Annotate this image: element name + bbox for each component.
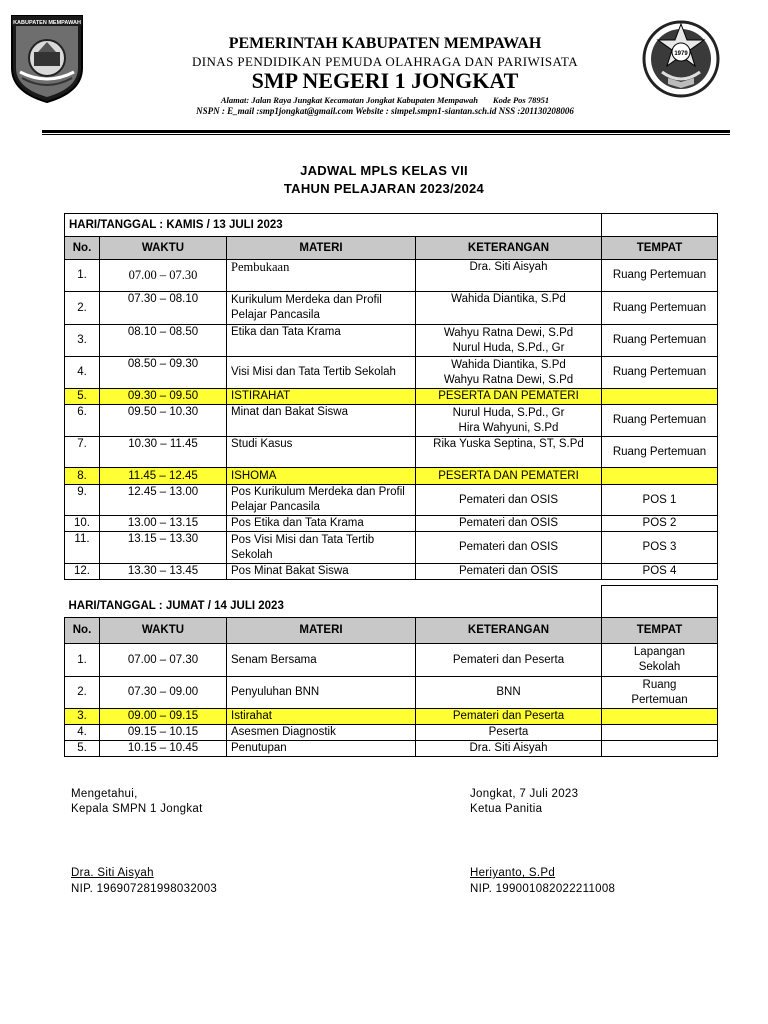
cell-waktu: 09.50 – 10.30 (100, 405, 227, 437)
cell-waktu: 10.15 – 10.45 (100, 741, 227, 757)
col-keterangan: KETERANGAN (416, 618, 602, 644)
cell-materi: Pos Visi Misi dan Tata Tertib Sekolah (227, 532, 416, 564)
table-row (65, 516, 718, 532)
sig-right-position: Ketua Panitia (470, 803, 543, 815)
cell-waktu: 07.00 – 07.30 (100, 644, 227, 677)
column-header-row (65, 237, 718, 260)
cell-keterangan: Wahida Diantika, S.Pd (416, 292, 602, 325)
cell-keterangan: Pemateri dan Peserta (416, 709, 602, 725)
col-tempat: TEMPAT (602, 618, 718, 644)
cell-keterangan: PESERTA DAN PEMATERI (416, 389, 602, 405)
table-row (65, 485, 718, 516)
letterhead-address (40, 95, 730, 105)
sig-left-nip: NIP. 196907281998032003 (71, 883, 218, 895)
cell-no: 5. (65, 741, 100, 757)
table-row-break (65, 709, 718, 725)
regency-logo-icon (6, 12, 88, 104)
cell-waktu: 09.30 – 09.50 (100, 389, 227, 405)
day-header-empty (602, 214, 718, 237)
sig-left-acknowledged: Mengetahui, (71, 788, 138, 800)
cell-materi: Istirahat (227, 709, 416, 725)
cell-waktu: 13.30 – 13.45 (100, 564, 227, 580)
cell-no: 2. (65, 292, 100, 325)
cell-keterangan: Pemateri dan OSIS (416, 532, 602, 564)
sig-right-name: Heriyanto, S.Pd (470, 867, 556, 879)
sig-right-nip: NIP. 199001082022211008 (470, 883, 616, 895)
cell-tempat (602, 468, 718, 485)
cell-waktu: 09.00 – 09.15 (100, 709, 227, 725)
postal-code: Kode Pos 78951 (492, 95, 550, 105)
cell-waktu: 07.30 – 09.00 (100, 677, 227, 709)
cell-waktu: 07.30 – 08.10 (100, 292, 227, 325)
cell-tempat (602, 741, 718, 757)
cell-materi: Pos Minat Bakat Siswa (227, 564, 416, 580)
day-header-empty (602, 586, 718, 618)
cell-no: 10. (65, 516, 100, 532)
table-row (65, 564, 718, 580)
cell-keterangan: Pemateri dan Peserta (416, 644, 602, 677)
cell-materi: ISTIRAHAT (227, 389, 416, 405)
cell-waktu: 13.00 – 13.15 (100, 516, 227, 532)
cell-no: 9. (65, 485, 100, 516)
cell-materi: Penyuluhan BNN (227, 677, 416, 709)
sig-right-place-date: Jongkat, 7 Juli 2023 (470, 788, 579, 800)
table-row (65, 677, 718, 709)
table-row (65, 357, 718, 389)
col-tempat: TEMPAT (602, 237, 718, 260)
school-logo-icon (642, 16, 720, 102)
schedule-table-day2 (64, 585, 718, 757)
cell-keterangan: Rika Yuska Septina, ST, S.Pd (416, 437, 602, 468)
cell-keterangan: Peserta (416, 725, 602, 741)
document-subtitle: TAHUN PELAJARAN 2023/2024 (283, 181, 485, 196)
cell-keterangan: BNN (416, 677, 602, 709)
logo-left-text: KABUPATEN MEMPAWAH (13, 20, 81, 26)
cell-no: 3. (65, 709, 100, 725)
table-row (65, 260, 718, 292)
cell-tempat: POS 1 (602, 485, 718, 516)
cell-tempat: Ruang Pertemuan (602, 437, 718, 468)
col-materi: MATERI (227, 237, 416, 260)
cell-keterangan: Pemateri dan OSIS (416, 516, 602, 532)
cell-keterangan: Nurul Huda, S.Pd., Gr Hira Wahyuni, S.Pd (416, 405, 602, 437)
cell-keterangan: Pemateri dan OSIS (416, 485, 602, 516)
cell-keterangan: Dra. Siti Aisyah (416, 741, 602, 757)
cell-tempat: POS 4 (602, 564, 718, 580)
cell-tempat: Lapangan Sekolah (602, 644, 718, 677)
cell-materi: Senam Bersama (227, 644, 416, 677)
sig-left-name: Dra. Siti Aisyah (71, 867, 154, 879)
cell-no: 1. (65, 260, 100, 292)
day-header-row (65, 586, 718, 618)
cell-waktu: 13.15 – 13.30 (100, 532, 227, 564)
cell-tempat: Ruang Pertemuan (602, 405, 718, 437)
cell-no: 1. (65, 644, 100, 677)
letterhead-government: PEMERINTAH KABUPATEN MEMPAWAH (228, 35, 542, 52)
cell-keterangan: Wahida Diantika, S.Pd Wahyu Ratna Dewi, S.Pd (416, 357, 602, 389)
letterhead-rule-thin (42, 134, 730, 135)
document-title: JADWAL MPLS KELAS VII (300, 163, 468, 178)
cell-waktu: 08.50 – 09.30 (100, 357, 227, 389)
cell-tempat (602, 389, 718, 405)
cell-keterangan: Pemateri dan OSIS (416, 564, 602, 580)
letterhead-contact: NSPN : E_mail :smp1jongkat@gmail.com Website : simpel.smpn1-siantan.sch.id NSS :201130208006 (196, 106, 574, 116)
table-row (65, 405, 718, 437)
cell-tempat: Ruang Pertemuan (602, 292, 718, 325)
col-keterangan: KETERANGAN (416, 237, 602, 260)
cell-tempat: POS 3 (602, 532, 718, 564)
cell-no: 8. (65, 468, 100, 485)
cell-materi: Kurikulum Merdeka dan Profil Pelajar Pancasila (227, 292, 416, 325)
cell-tempat: POS 2 (602, 516, 718, 532)
cell-no: 2. (65, 677, 100, 709)
cell-waktu: 11.45 – 12.45 (100, 468, 227, 485)
cell-no: 3. (65, 325, 100, 357)
col-no: No. (65, 237, 100, 260)
cell-tempat (602, 725, 718, 741)
cell-no: 11. (65, 532, 100, 564)
letterhead-rule (42, 130, 730, 133)
col-no: No. (65, 618, 100, 644)
day-label: HARI/TANGGAL : KAMIS / 13 JULI 2023 (65, 214, 602, 237)
cell-no: 4. (65, 725, 100, 741)
address-text: Alamat: Jalan Raya Jungkat Kecamatan Jongkat Kabupaten Mempawah (220, 95, 479, 105)
day-header-row (65, 214, 718, 237)
table-row-break (65, 468, 718, 485)
cell-tempat (602, 709, 718, 725)
column-header-row (65, 618, 718, 644)
cell-waktu: 09.15 – 10.15 (100, 725, 227, 741)
col-waktu: WAKTU (100, 237, 227, 260)
cell-materi: Pos Kurikulum Merdeka dan Profil Pelajar Pancasila (227, 485, 416, 516)
cell-no: 5. (65, 389, 100, 405)
cell-materi: Asesmen Diagnostik (227, 725, 416, 741)
cell-no: 7. (65, 437, 100, 468)
cell-no: 4. (65, 357, 100, 389)
table-row-break (65, 389, 718, 405)
letterhead-department: DINAS PENDIDIKAN PEMUDA OLAHRAGA DAN PARIWISATA (192, 54, 578, 69)
letterhead (40, 30, 730, 130)
cell-tempat: Ruang Pertemuan (602, 325, 718, 357)
col-materi: MATERI (227, 618, 416, 644)
letterhead-school-name: SMP NEGERI 1 JONGKAT (251, 68, 519, 93)
cell-waktu: 08.10 – 08.50 (100, 325, 227, 357)
cell-materi: ISHOMA (227, 468, 416, 485)
cell-materi: Penutupan (227, 741, 416, 757)
cell-waktu: 07.00 – 07.30 (100, 260, 227, 292)
cell-no: 6. (65, 405, 100, 437)
cell-no: 12. (65, 564, 100, 580)
cell-waktu: 12.45 – 13.00 (100, 485, 227, 516)
cell-materi: Minat dan Bakat Siswa (227, 405, 416, 437)
schedule-table-day1 (64, 213, 718, 580)
table-row (65, 532, 718, 564)
cell-materi: Pos Etika dan Tata Krama (227, 516, 416, 532)
cell-waktu: 10.30 – 11.45 (100, 437, 227, 468)
day-label: HARI/TANGGAL : JUMAT / 14 JULI 2023 (65, 586, 602, 618)
cell-materi: Studi Kasus (227, 437, 416, 468)
cell-tempat: Ruang Pertemuan (602, 357, 718, 389)
cell-materi: Visi Misi dan Tata Tertib Sekolah (227, 357, 416, 389)
sig-left-position: Kepala SMPN 1 Jongkat (71, 803, 203, 815)
table-row (65, 325, 718, 357)
logo-right-year: 1979 (674, 51, 688, 57)
table-row (65, 725, 718, 741)
cell-tempat: Ruang Pertemuan (602, 677, 718, 709)
cell-keterangan: Dra. Siti Aisyah (416, 260, 602, 292)
cell-materi: Pembukaan (227, 260, 416, 292)
table-row (65, 644, 718, 677)
cell-tempat: Ruang Pertemuan (602, 260, 718, 292)
table-row (65, 292, 718, 325)
table-row (65, 437, 718, 468)
col-waktu: WAKTU (100, 618, 227, 644)
cell-materi: Etika dan Tata Krama (227, 325, 416, 357)
table-row (65, 741, 718, 757)
cell-keterangan: Wahyu Ratna Dewi, S.Pd Nurul Huda, S.Pd., Gr (416, 325, 602, 357)
cell-keterangan: PESERTA DAN PEMATERI (416, 468, 602, 485)
